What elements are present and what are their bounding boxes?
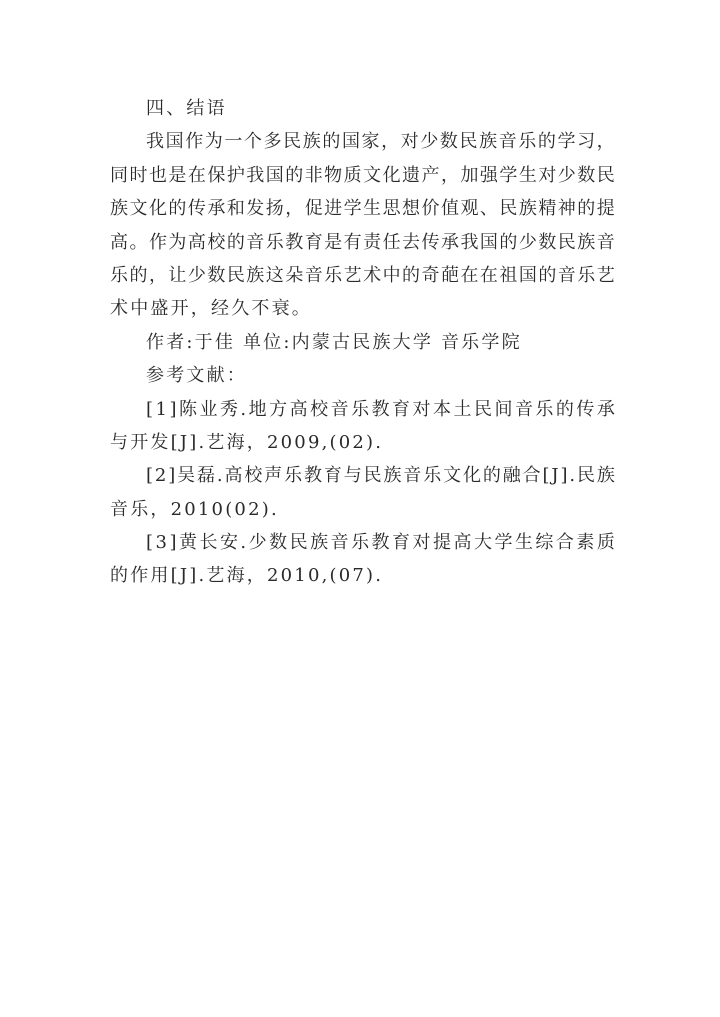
reference-line: 音乐，2010(02). xyxy=(110,498,279,520)
paragraph-line: 同 时 也 是 在 保 护 我 国 的 非 物 质 文 化 遗 产 ， 加 强 学 生 对 少 数 民 xyxy=(110,164,615,186)
reference-list xyxy=(110,393,615,593)
reference-item xyxy=(110,526,615,593)
reference-line: [ 3 ] 黄 长 安 . 少 数 民 族 音 乐 教 育 对 提 高 大 学 生 综 合 素 质 xyxy=(146,532,615,554)
reference-line: [ 1 ] 陈 业 秀 . 地 方 高 校 音 乐 教 育 对 本 土 民 间 音 乐 的 传 承 xyxy=(146,398,615,420)
reference-item xyxy=(110,393,615,460)
reference-item xyxy=(110,459,615,526)
paragraph-line: 族 文 化 的 传 承 和 发 扬 ， 促 进 学 生 思 想 价 值 观 、 民 族 精 神 的 提 xyxy=(110,198,615,220)
paragraph-line: 术中盛开，经久不衰。 xyxy=(110,298,312,320)
paragraph-line: 我 国 作 为 一 个 多 民 族 的 国 家 ， 对 少 数 民 族 音 乐 的 学 习 ， xyxy=(146,131,615,153)
document-body xyxy=(110,92,615,593)
author-line: 作者:于佳 单位:内蒙古民族大学 音乐学院 xyxy=(146,331,522,353)
references-heading: 参考文献： xyxy=(146,365,247,387)
reference-line: 的作用[J].艺海，2010,(07). xyxy=(110,565,384,587)
reference-line: 与开发[J].艺海，2009,(02). xyxy=(110,431,384,453)
conclusion-paragraph xyxy=(110,125,615,325)
section-heading: 四、结语 xyxy=(146,98,227,119)
reference-line: [ 2 ] 吴 磊 . 高 校 声 乐 教 育 与 民 族 音 乐 文 化 的 融 合 [ J ] . 民 族 xyxy=(146,465,615,487)
paragraph-line: 高 。 作 为 高 校 的 音 乐 教 育 是 有 责 任 去 传 承 我 国 的 少 数 民 族 音 xyxy=(110,231,615,253)
paragraph-line: 乐 的 ， 让 少 数 民 族 这 朵 音 乐 艺 术 中 的 奇 葩 在 在 祖 国 的 音 乐 艺 xyxy=(110,264,615,286)
